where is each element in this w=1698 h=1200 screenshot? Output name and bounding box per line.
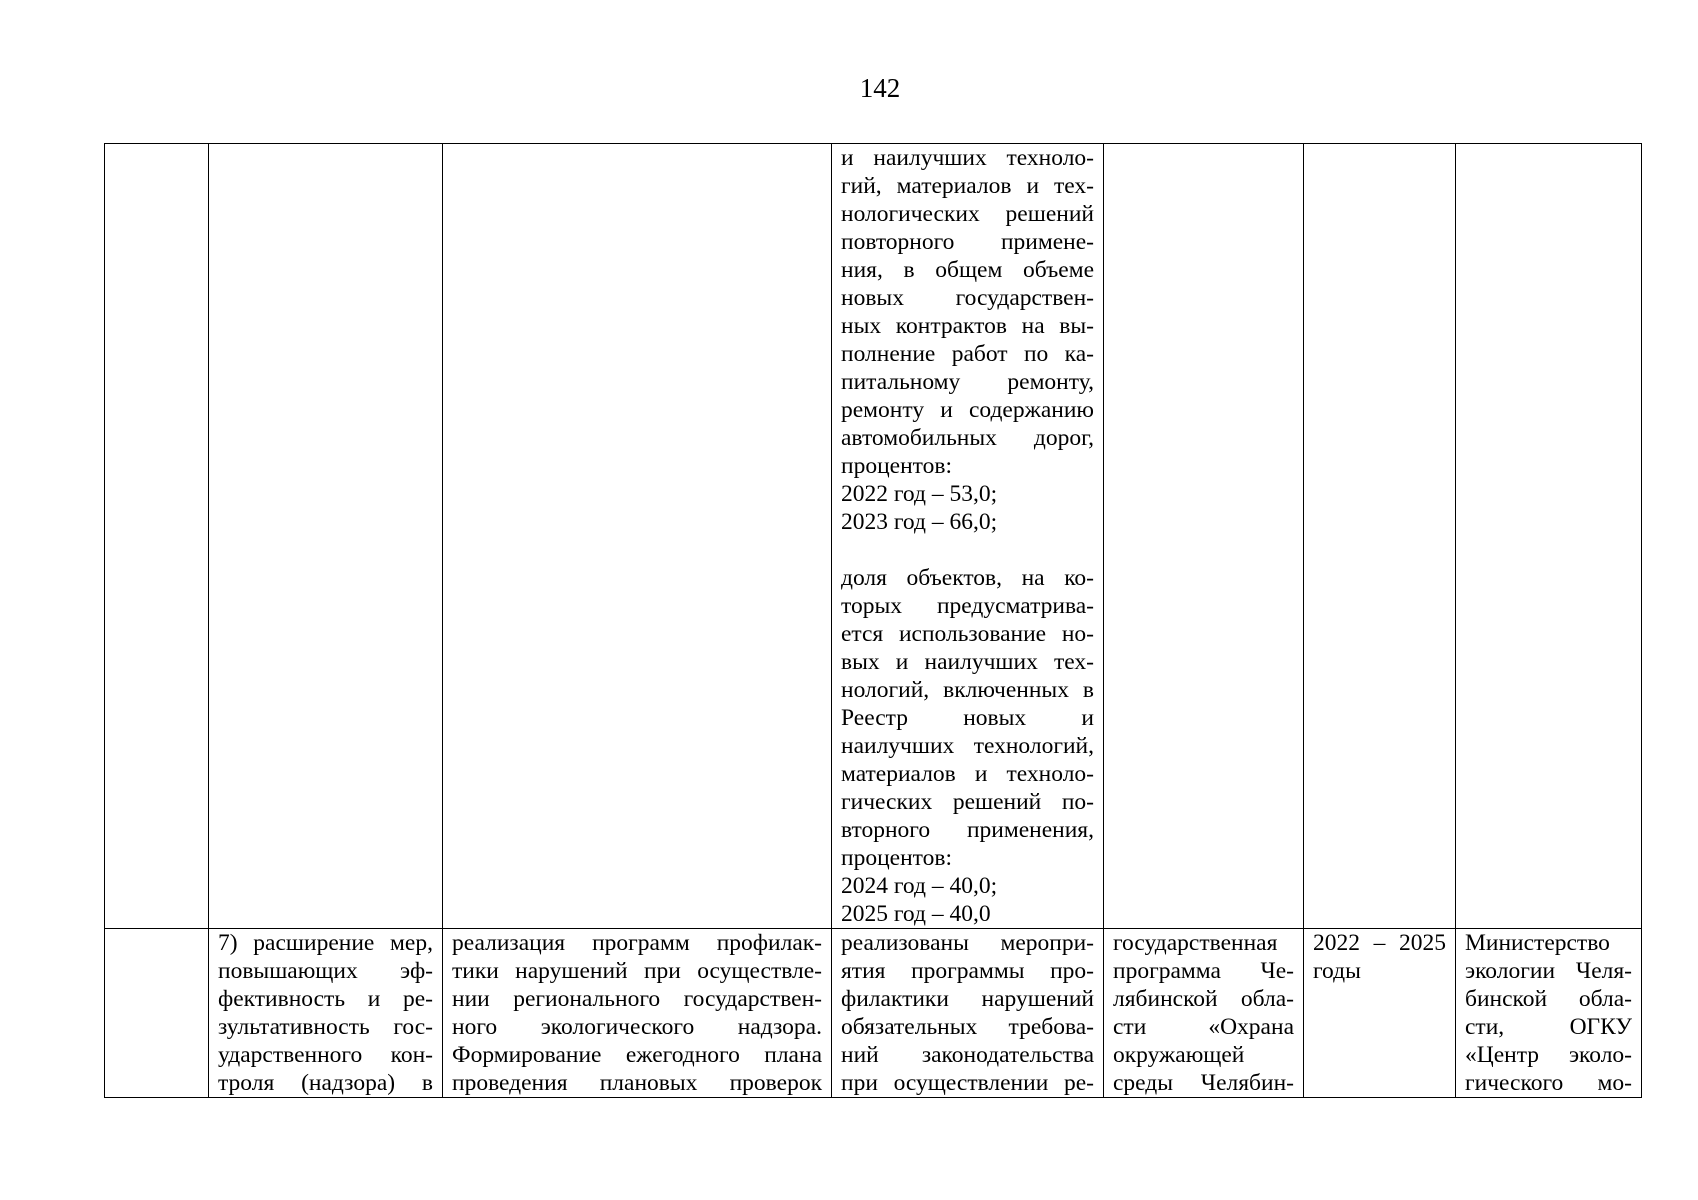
table-cell-program	[1104, 929, 1304, 1098]
text-line: лябинской обла-	[1113, 986, 1294, 1012]
measures-text	[452, 929, 822, 1097]
text-line: тики нарушений при осуществле-	[452, 958, 822, 984]
table-cell-measures	[443, 144, 832, 929]
table-cell-task	[209, 144, 443, 929]
text-line: полнение работ по ка-	[841, 341, 1094, 367]
text-line: обязательных требова-	[841, 1014, 1094, 1040]
table-cell-indicators	[832, 929, 1104, 1098]
table-row	[105, 144, 1642, 929]
text-line: торых предусматрива-	[841, 593, 1094, 619]
period-text	[1313, 929, 1446, 985]
text-line: нологических решений	[841, 201, 1094, 227]
text-line: Министерство	[1465, 930, 1610, 956]
program-text	[1113, 929, 1294, 1097]
text-line: бинской обла-	[1465, 986, 1632, 1012]
text-line: вых и наилучших тех-	[841, 649, 1094, 675]
text-line: реализация программ профилак-	[452, 930, 822, 956]
table-cell-indicators	[832, 144, 1104, 929]
text-line: 2022 – 2025	[1313, 930, 1446, 956]
text-line: ний законодательства	[841, 1042, 1094, 1068]
text-line: зультативность гос-	[218, 1014, 433, 1040]
table-cell-number	[105, 929, 209, 1098]
text-line: 2022 год – 53,0;	[841, 481, 998, 507]
indicators-text	[841, 929, 1094, 1097]
text-line: фективность и ре-	[218, 986, 433, 1012]
text-line: процентов:	[841, 845, 952, 871]
text-line: ных контрактов на вы-	[841, 313, 1094, 339]
text-line: гического мо-	[1465, 1070, 1632, 1096]
text-line: новых государствен-	[841, 285, 1094, 311]
text-line: сти «Охрана	[1113, 1014, 1294, 1040]
table-cell-executor	[1456, 144, 1642, 929]
text-line: сти, ОГКУ	[1465, 1014, 1632, 1040]
text-line	[841, 536, 1094, 564]
text-line: материалов и техноло-	[841, 761, 1094, 787]
text-line: процентов:	[841, 453, 952, 479]
text-line: окружающей	[1113, 1042, 1245, 1068]
text-line: доля объектов, на ко-	[841, 565, 1094, 591]
text-line: программа Че-	[1113, 958, 1294, 984]
text-line: ного экологического надзора.	[452, 1014, 822, 1040]
table-row	[105, 929, 1642, 1098]
text-line: и наилучших техноло-	[841, 145, 1094, 171]
text-line: автомобильных дорог,	[841, 425, 1094, 451]
text-line: ремонту и содержанию	[841, 397, 1094, 423]
executor-text	[1465, 929, 1632, 1097]
text-line: троля (надзора) в	[218, 1070, 433, 1096]
text-line: повторного примене-	[841, 229, 1094, 255]
text-line: среды Челябин-	[1113, 1070, 1294, 1096]
text-line: Реестр новых и	[841, 705, 1094, 731]
text-line: ятия программы про-	[841, 958, 1094, 984]
table-cell-period	[1304, 929, 1456, 1098]
text-line: вторного применения,	[841, 817, 1094, 843]
text-line: 2023 год – 66,0;	[841, 509, 998, 535]
text-line: ударственного кон-	[218, 1042, 433, 1068]
text-line: 2024 год – 40,0;	[841, 873, 998, 899]
page-number: 142	[859, 73, 901, 103]
table-cell-measures	[443, 929, 832, 1098]
table-cell-task	[209, 929, 443, 1098]
text-line: годы	[1313, 958, 1361, 984]
table-cell-number	[105, 144, 209, 929]
task-text	[218, 929, 433, 1097]
text-line: проведения плановых проверок	[452, 1070, 822, 1096]
text-line: 2025 год – 40,0	[841, 901, 991, 927]
table-cell-period	[1304, 144, 1456, 929]
text-line: экологии Челя-	[1465, 958, 1632, 984]
text-line: повышающих эф-	[218, 958, 433, 984]
text-line: ется использование но-	[841, 621, 1094, 647]
text-line: гических решений по-	[841, 789, 1094, 815]
table-cell-program	[1104, 144, 1304, 929]
text-line: при осуществлении ре-	[841, 1070, 1094, 1096]
document-table	[104, 143, 1642, 1098]
text-line: государственная	[1113, 930, 1278, 956]
text-line: реализованы меропри-	[841, 930, 1094, 956]
indicators-text	[841, 144, 1094, 928]
text-line: питальному ремонту,	[841, 369, 1094, 395]
table-cell-executor	[1456, 929, 1642, 1098]
text-line: нологий, включенных в	[841, 677, 1094, 703]
text-line: ния, в общем объеме	[841, 257, 1094, 283]
text-line: «Центр эколо-	[1465, 1042, 1632, 1068]
text-line: гий, материалов и тех-	[841, 173, 1094, 199]
text-line: нии регионального государствен-	[452, 986, 822, 1012]
text-line: Формирование ежегодного плана	[452, 1042, 822, 1068]
text-line: филактики нарушений	[841, 986, 1094, 1012]
text-line: наилучших технологий,	[841, 733, 1094, 759]
text-line: 7) расширение мер,	[218, 930, 433, 956]
